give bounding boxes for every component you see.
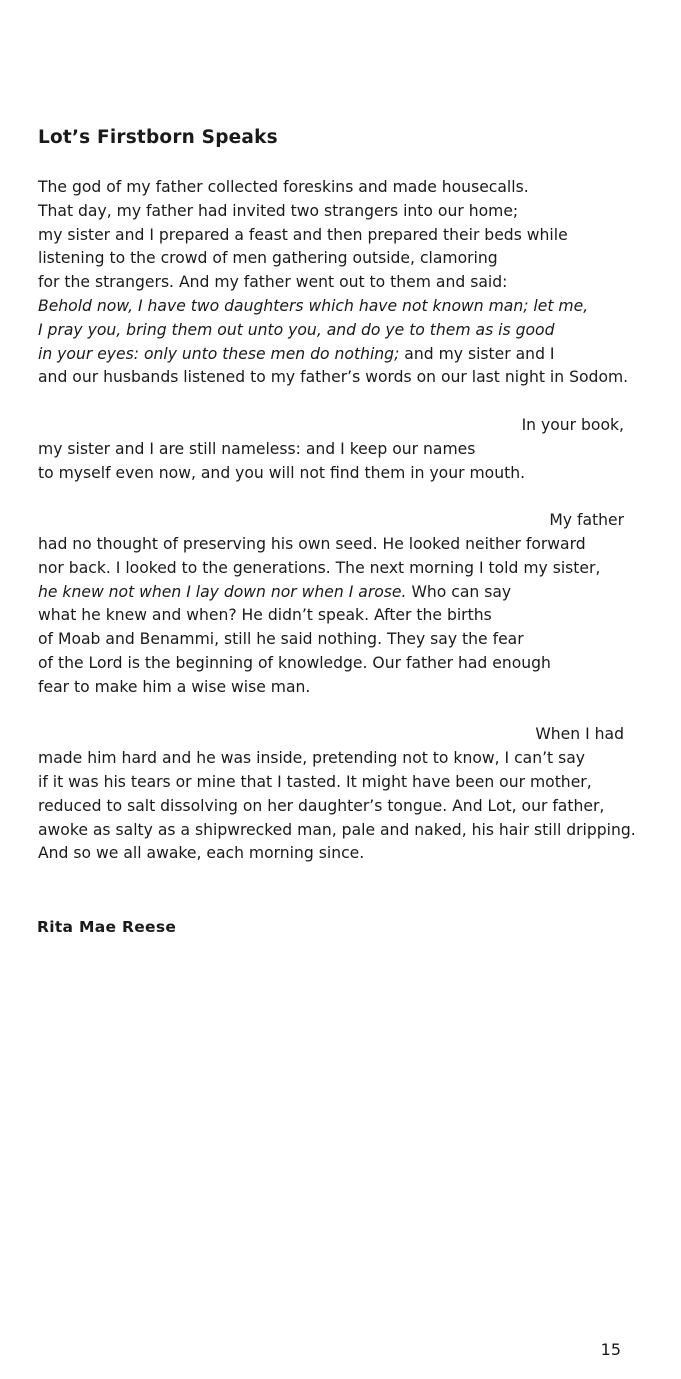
poem-line-dropped: In your book, (521, 415, 624, 434)
quoted-scripture: he knew not when I lay down nor when I arose. (38, 582, 407, 601)
line-text: Who can say (406, 582, 512, 601)
line-text: and my sister and I (399, 344, 555, 363)
poem-line: and our husbands listened to my father’s words on our last night in Sodom. (38, 368, 629, 387)
page-number: 15 (600, 1340, 621, 1359)
poem-line: nor back. I looked to the generations. The next morning I told my sister, (38, 558, 601, 577)
poem-line: my sister and I are still nameless: and I keep our names (38, 439, 476, 458)
quoted-scripture: Behold now, I have two daughters which have not known man; let me, (38, 296, 589, 315)
stanza-break (38, 485, 624, 509)
poem-line (38, 343, 624, 367)
poem-line: That day, my father had invited two strangers into our home; (38, 201, 519, 220)
poem-line: for the strangers. And my father went out to them and said: (38, 273, 508, 292)
poem-line: listening to the crowd of men gathering outside, clamoring (38, 249, 498, 268)
stanza-break (38, 390, 624, 414)
poem-line (38, 319, 624, 343)
poem-line: of Moab and Benammi, still he said nothing. They say the fear (38, 630, 524, 649)
poem-line: what he knew and when? He didn’t speak. After the births (38, 606, 492, 625)
poem-line-dropped: My father (549, 511, 624, 530)
poem-title: Lot’s Firstborn Speaks (38, 127, 278, 148)
quoted-scripture: I pray you, bring them out unto you, and do ye to them as is good (38, 320, 555, 339)
poem-line: reduced to salt dissolving on her daughter’s tongue. And Lot, our father, (38, 796, 605, 815)
poem-line-dropped: When I had (535, 725, 624, 744)
poem-line (38, 295, 624, 319)
poem-body (38, 176, 636, 866)
poem-line: of the Lord is the beginning of knowledge. Our father had enough (38, 653, 551, 672)
poem-line: awoke as salty as a shipwrecked man, pale and naked, his hair still dripping. (38, 820, 636, 839)
poem-line: made him hard and he was inside, pretending not to know, I can’t say (38, 749, 586, 768)
poem-line: if it was his tears or mine that I tasted. It might have been our mother, (38, 772, 592, 791)
poem-line: The god of my father collected foreskins and made housecalls. (38, 178, 529, 196)
author-name: Rita Mae Reese (37, 918, 177, 936)
poem-line: had no thought of preserving his own seed. He looked neither forward (38, 534, 586, 553)
quoted-scripture: in your eyes: only unto these men do nothing; (38, 344, 400, 363)
poem-line: fear to make him a wise wise man. (38, 677, 311, 696)
poem-line: And so we all awake, each morning since. (38, 844, 365, 863)
poem-line: to myself even now, and you will not find them in your mouth. (38, 463, 526, 482)
poem-line (38, 581, 624, 605)
stanza-break (38, 700, 624, 724)
poem-line: my sister and I prepared a feast and then prepared their beds while (38, 225, 568, 244)
